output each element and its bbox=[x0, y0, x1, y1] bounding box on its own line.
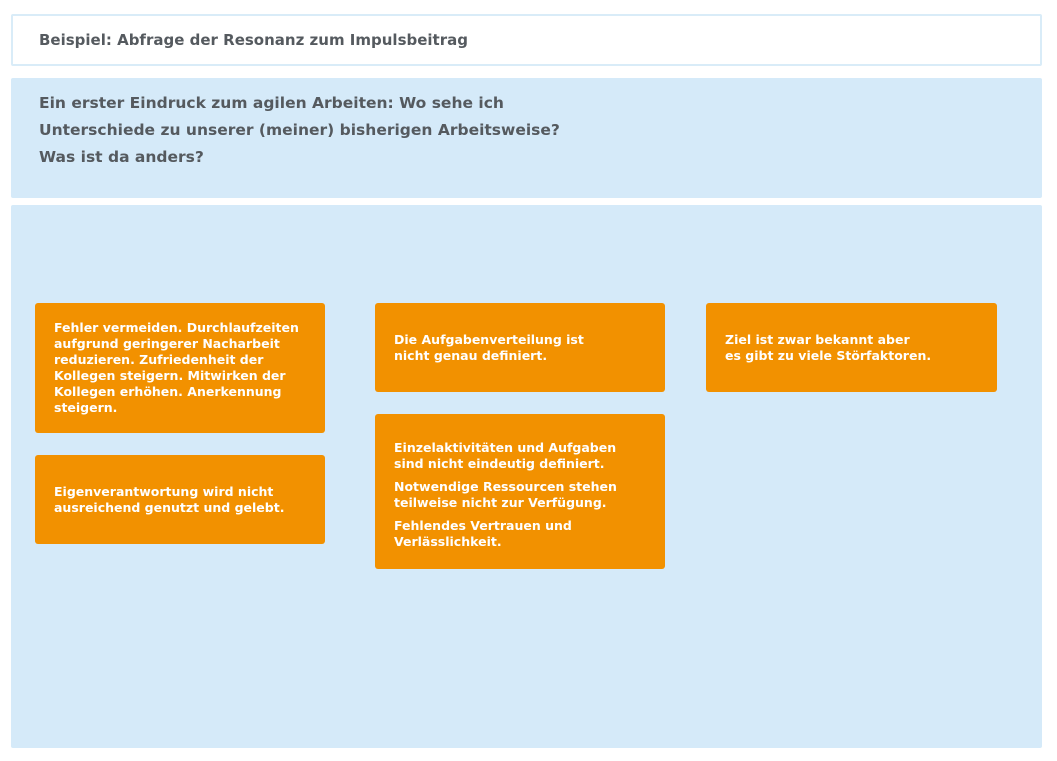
card-text-line: ausreichend genutzt und gelebt. bbox=[54, 500, 285, 515]
sticky-card-einzelaktivitaeten[interactable] bbox=[375, 414, 665, 569]
card-text-line: Verlässlichkeit. bbox=[394, 534, 502, 549]
card-text-line: Fehlendes Vertrauen und bbox=[394, 518, 572, 533]
card-text-line: steigern. bbox=[54, 400, 118, 415]
card-text-line: Ziel ist zwar bekannt aber bbox=[725, 332, 910, 347]
card-paragraph bbox=[394, 479, 655, 511]
sticky-card-eigenverantwortung[interactable] bbox=[35, 455, 325, 544]
page-title: Beispiel: Abfrage der Resonanz zum Impulsbeitrag bbox=[39, 31, 468, 49]
card-paragraph bbox=[394, 518, 655, 550]
card-text-line: reduzieren. Zufriedenheit der bbox=[54, 352, 264, 367]
card-text-line: Kollegen erhöhen. Anerkennung bbox=[54, 384, 282, 399]
card-text-line: nicht genau definiert. bbox=[394, 348, 548, 363]
card-text-line: Notwendige Ressourcen stehen bbox=[394, 479, 617, 494]
card-text-line: es gibt zu viele Störfaktoren. bbox=[725, 348, 932, 363]
question-panel bbox=[11, 78, 1042, 198]
card-text-line: Fehler vermeiden. Durchlaufzeiten bbox=[54, 320, 299, 335]
card-text-line: Kollegen steigern. Mitwirken der bbox=[54, 368, 286, 383]
card-text-line: teilweise nicht zur Verfügung. bbox=[394, 495, 607, 510]
card-text-line: Einzelaktivitäten und Aufgaben bbox=[394, 440, 617, 455]
question-line-1: Ein erster Eindruck zum agilen Arbeiten: Wo sehe ich bbox=[39, 94, 504, 112]
card-text-line: aufgrund geringerer Nacharbeit bbox=[54, 336, 280, 351]
card-text-line: Die Aufgabenverteilung ist bbox=[394, 332, 584, 347]
question-line-3: Was ist da anders? bbox=[39, 148, 204, 166]
sticky-card-fehler-vermeiden[interactable] bbox=[35, 303, 325, 433]
sticky-card-aufgabenverteilung[interactable] bbox=[375, 303, 665, 392]
card-text-line: sind nicht eindeutig definiert. bbox=[394, 456, 605, 471]
question-line-2: Unterschiede zu unserer (meiner) bisherigen Arbeitsweise? bbox=[39, 121, 560, 139]
card-board bbox=[11, 205, 1042, 748]
title-bar bbox=[11, 14, 1042, 66]
card-text-line: Eigenverantwortung wird nicht bbox=[54, 484, 274, 499]
card-paragraph bbox=[394, 440, 655, 472]
sticky-card-stoerfaktoren[interactable] bbox=[706, 303, 997, 392]
